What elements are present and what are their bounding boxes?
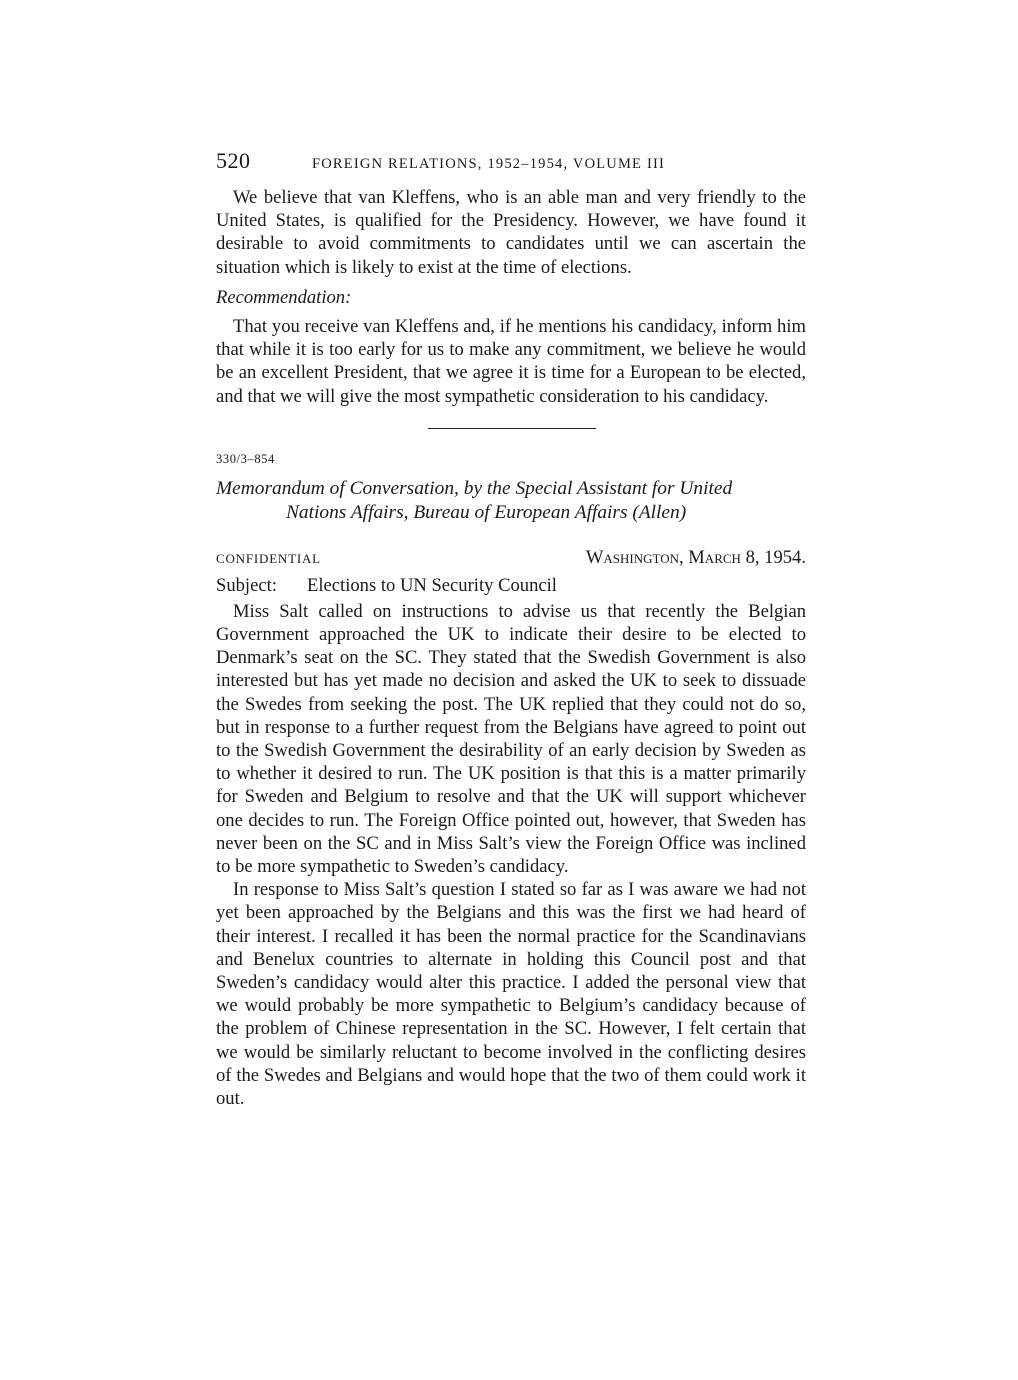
section-divider <box>428 428 596 429</box>
subject-label: Subject: <box>216 574 277 596</box>
file-number: 330/3–854 <box>216 451 275 466</box>
classification-label: CONFIDENTIAL <box>216 550 321 566</box>
memo-paragraph-1: Miss Salt called on instructions to advise us that recently the Belgian Government approached the UK to indicate their desire to be elected to Denmark’s seat on the SC. They stated that the Swedish Government is also interested but has yet made no decision and asked the UK to seek to dissuade the Swedes from seeking the post. The UK replied that they could not do so, but in response to a further request from the Belgians have agreed to point out to the Swedish Government the desirability of an early decision by Sweden as to whether it desired to run. The UK position is that this is a matter primarily for Sweden and Belgium to resolve and that the UK will support whichever one decides to run. The Foreign Office pointed out, however, that Sweden has never been on the SC and in Miss Salt’s view the Foreign Office was inclined to be more sympathetic to Sweden’s candidacy. <box>216 600 806 878</box>
memo-title-line-1: Memorandum of Conversation, by the Special Assistant for United <box>216 477 733 499</box>
running-head <box>216 148 806 178</box>
recommendation-heading: Recommendation: <box>216 286 352 308</box>
document-page <box>216 148 806 1110</box>
page-number: 520 <box>216 148 251 173</box>
memo-title-line-2: Nations Affairs, Bureau of European Affairs (Allen) <box>286 501 687 523</box>
running-head-title: FOREIGN RELATIONS, 1952–1954, VOLUME III <box>312 156 666 172</box>
subject-text: Elections to UN Security Council <box>307 574 557 596</box>
body-paragraph: We believe that van Kleffens, who is an able man and very friendly to the United States, is qualified for the Presidency. However, we have found it desirable to avoid commitments to candidates until we can ascertain the situation which is likely to exist at the time of elections. <box>216 187 806 278</box>
memo-title <box>216 477 806 525</box>
dateline <box>216 547 806 571</box>
subject-line <box>216 574 806 598</box>
place-date: Washington, March 8, 1954. <box>585 546 806 568</box>
memo-paragraph-2: In response to Miss Salt’s question I stated so far as I was aware we had not yet been approached by the Belgians and this was the first we had heard of their interest. I recalled it has been the normal practice for the Scandinavians and Benelux countries to alternate in holding this Council post and that Sweden’s candidacy would alter this practice. I added the personal view that we would probably be more sympathetic to Belgium’s candidacy because of the problem of Chinese representation in the SC. However, I felt certain that we would be similarly reluctant to become involved in the conflicting desires of the Swedes and Belgians and would hope that the two of them could work it out. <box>216 879 806 1110</box>
recommendation-paragraph: That you receive van Kleffens and, if he mentions his candidacy, inform him that while it is too early for us to make any commitment, we believe he would be an excellent President, that we agree it is time for a European to be elected, and that we will give the most sympathetic consideration to his candidacy. <box>216 316 806 407</box>
